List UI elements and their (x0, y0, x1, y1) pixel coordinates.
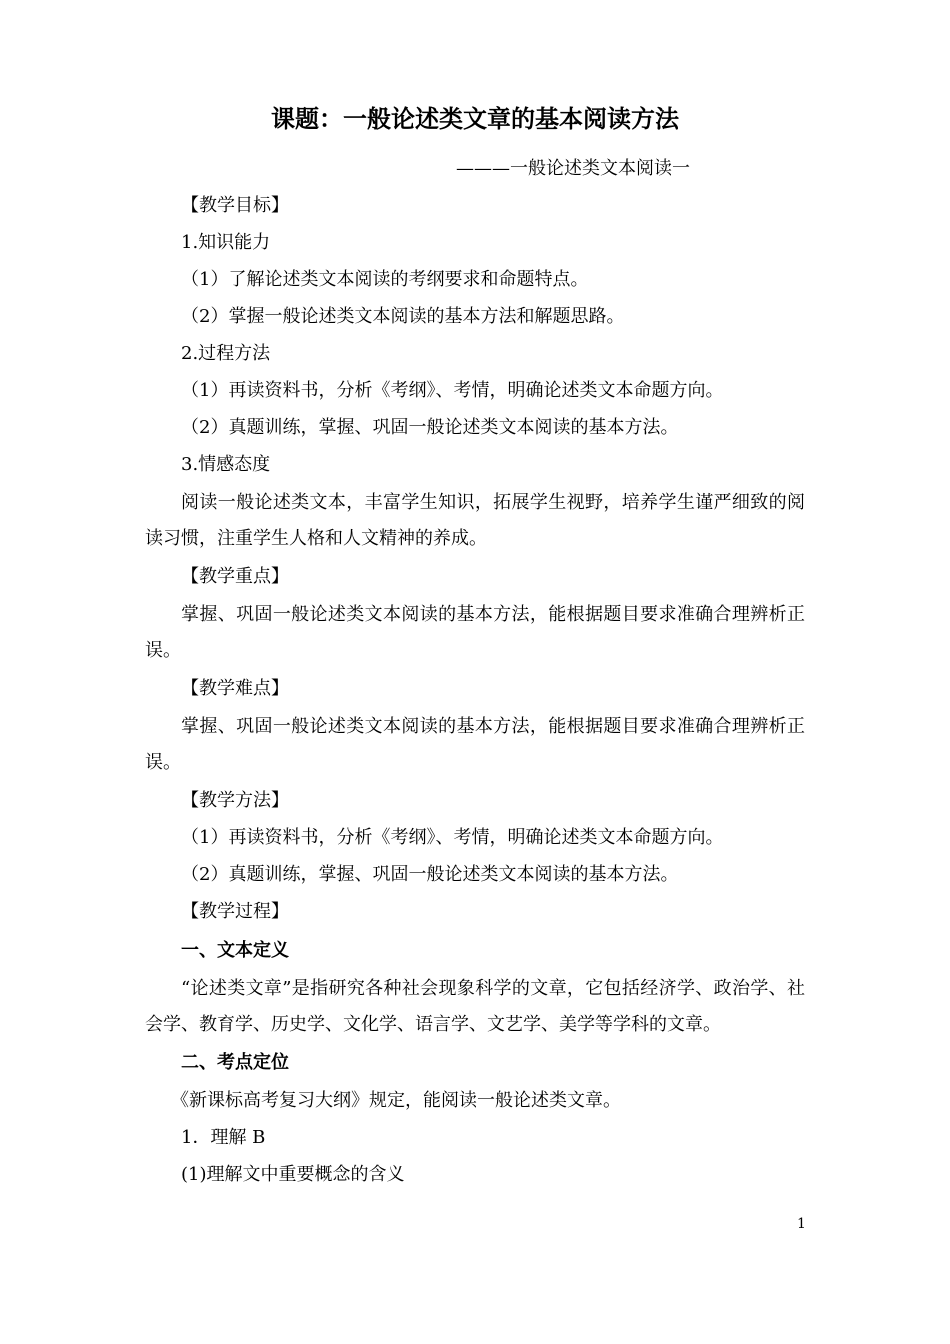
point1-heading: 1．理解 B (181, 1127, 266, 1148)
method-heading: 【教学方法】 (181, 790, 289, 811)
page-title: 课题：一般论述类文章的基本阅读方法 (271, 105, 679, 133)
goal3-heading: 3.情感态度 (181, 454, 271, 475)
goal2-item-2: （2）真题训练，掌握、巩固一般论述类文本阅读的基本方法。 (181, 417, 679, 438)
section2-heading: 二、考点定位 (181, 1052, 289, 1073)
method-item-1: （1）再读资料书，分析《考纲》、考情，明确论述类文本命题方向。 (181, 827, 724, 848)
point1-subitem: (1)理解文中重要概念的含义 (181, 1164, 405, 1185)
goals-heading: 【教学目标】 (181, 195, 289, 216)
key-points-paragraph: 掌握、巩固一般论述类文本阅读的基本方法，能根据题目要求准确合理辨析正误。 (145, 604, 805, 661)
difficulty-paragraph: 掌握、巩固一般论述类文本阅读的基本方法，能根据题目要求准确合理辨析正误。 (145, 716, 805, 773)
goal3-paragraph: 阅读一般论述类文本，丰富学生知识，拓展学生视野，培养学生谨严细致的阅读习惯，注重学生人格和人文精神的养成。 (145, 492, 805, 549)
section1-heading: 一、文本定义 (181, 940, 289, 961)
goal2-heading: 2.过程方法 (181, 343, 271, 364)
goal1-heading: 1.知识能力 (181, 232, 271, 253)
goal1-item-2: （2）掌握一般论述类文本阅读的基本方法和解题思路。 (181, 306, 625, 327)
page-number: 1 (797, 1216, 806, 1232)
section1-paragraph: “论述类文章”是指研究各种社会现象科学的文章，它包括经济学、政治学、社会学、教育学、历史学、文化学、语言学、文艺学、美学等学科的文章。 (145, 978, 805, 1035)
difficulty-heading: 【教学难点】 (181, 678, 289, 699)
key-points-heading: 【教学重点】 (181, 566, 289, 587)
method-item-2: （2）真题训练，掌握、巩固一般论述类文本阅读的基本方法。 (181, 864, 679, 885)
goal2-item-1: （1）再读资料书，分析《考纲》、考情，明确论述类文本命题方向。 (181, 380, 724, 401)
goal1-item-1: （1）了解论述类文本阅读的考纲要求和命题特点。 (181, 269, 589, 290)
section2-paragraph: 《新课标高考复习大纲》规定，能阅读一般论述类文章。 (171, 1090, 621, 1111)
process-heading: 【教学过程】 (181, 901, 289, 922)
page-subtitle: ———一般论述类文本阅读一 (456, 158, 690, 179)
